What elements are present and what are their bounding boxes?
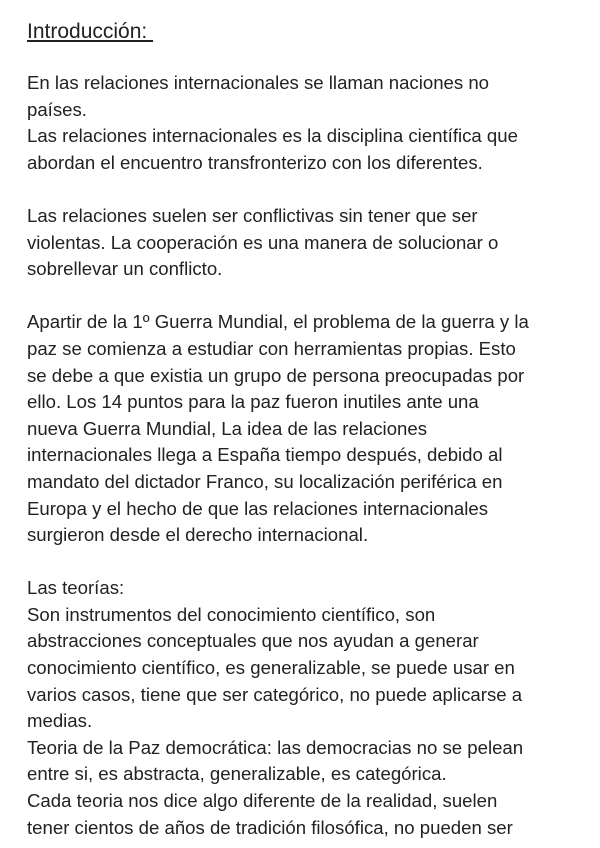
text-line: surgieron desde el derecho internacional. (27, 524, 369, 546)
text-line: Las relaciones internacionales es la disciplina científica que (27, 125, 518, 147)
text-line: se debe a que existia un grupo de persona preocupadas por (27, 364, 525, 386)
text-line: paz se comienza a estudiar con herramientas propias. Esto (27, 337, 516, 359)
text-line: violentas. La cooperación es una manera de solucionar o (27, 231, 499, 253)
text-line: abordan el encuentro transfronterizo con los diferentes. (27, 151, 483, 173)
text-line: varios casos, tiene que ser categórico, no puede aplicarse a (27, 683, 523, 705)
text-line: nueva Guerra Mundial, La idea de las relaciones (27, 417, 428, 439)
text-line: Apartir de la 1º Guerra Mundial, el problema de la guerra y la (27, 311, 529, 333)
paragraph-historia (27, 309, 587, 548)
text-line: internacionales llega a España tiempo después, debido al (27, 444, 503, 466)
text-line: Las relaciones suelen ser conflictivas sin tener que ser (27, 204, 478, 226)
document-title: Introducción: (27, 20, 154, 43)
paragraph-teorias (27, 575, 587, 841)
text-line: medias. (27, 710, 93, 732)
text-line: Son instrumentos del conocimiento científico, son (27, 603, 436, 625)
text-line: entre si, es abstracta, generalizable, es categórica. (27, 763, 447, 785)
text-line: abstracciones conceptuales que nos ayudan a generar (27, 630, 479, 652)
text-line: En las relaciones internacionales se llaman naciones no (27, 72, 490, 93)
text-line: Cada teoria nos dice algo diferente de la realidad, suelen (27, 790, 498, 812)
text-line: conocimiento científico, es generalizable, se puede usar en (27, 657, 515, 679)
text-line: tener cientos de años de tradición filosófica, no pueden ser (27, 816, 513, 838)
text-line: sobrellevar un conflicto. (27, 258, 223, 280)
text-line: ello. Los 14 puntos para la paz fueron inutiles ante una (27, 391, 479, 413)
paragraph-naciones (27, 70, 587, 176)
document-page (27, 16, 587, 841)
paragraph-conflictos (27, 203, 587, 283)
text-line: Europa y el hecho de que las relaciones internacionales (27, 497, 489, 519)
text-line: Las teorías: (27, 577, 125, 599)
text-line: Teoria de la Paz democrática: las democracias no se pelean (27, 736, 524, 758)
text-line: mandato del dictador Franco, su localización periférica en (27, 470, 503, 492)
text-line: países. (27, 98, 87, 120)
